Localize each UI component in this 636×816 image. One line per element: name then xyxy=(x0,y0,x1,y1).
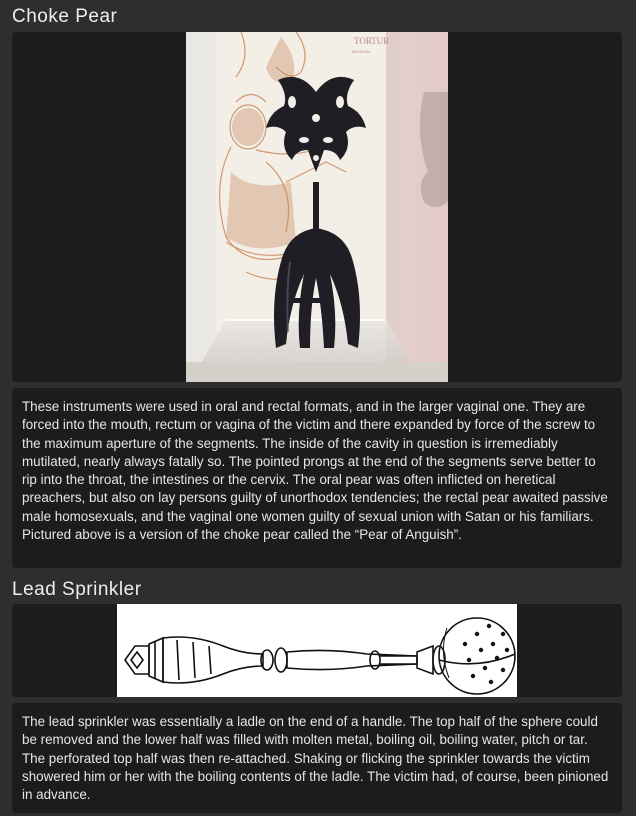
section-title-lead-sprinkler: Lead Sprinkler xyxy=(12,579,142,600)
lead-sprinkler-drawing xyxy=(117,604,517,697)
watermark-subtext: MUSEUM xyxy=(352,49,370,54)
watermark-text: TORTUR xyxy=(354,36,390,46)
lead-sprinkler-image-panel xyxy=(12,604,622,697)
choke-pear-photo xyxy=(186,32,448,382)
choke-pear-description: These instruments were used in oral and rectal formats, and in the larger vaginal one. They are forced into the mouth, rectum or vagina of the victim and there expanded by force of the screw to the maximum aperture of the segments. The inside of the cavity in question is irremediably mutilated, nearly always fatally so. The pointed prongs at the end of the segments serve better to rip into the throat, the intestines or the cervix. The oral pear was often inflicted on heretical preachers, but also on lay persons guilty of unorthodox tendencies; the rectal pear awaited passive male homosexuals, and the vaginal one women guilty of sexual union with Satan or his familiars. Pictured above is a version of the choke pear called the “Pear of Anguish”. xyxy=(12,388,622,568)
choke-pear-image-panel xyxy=(12,32,622,382)
lead-sprinkler-description: The lead sprinkler was essentially a ladle on the end of a handle. The top half of the sphere could be removed and the lower half was filled with molten metal, boiling oil, boiling water, pitch or tar. The perforated top half was then re-attached. Shaking or flicking the sprinkler towards the victim showered him or her with the boiling contents of the ladle. The victim had, of course, been pinioned in advance. xyxy=(12,703,622,813)
section-title-choke-pear: Choke Pear xyxy=(12,6,118,27)
